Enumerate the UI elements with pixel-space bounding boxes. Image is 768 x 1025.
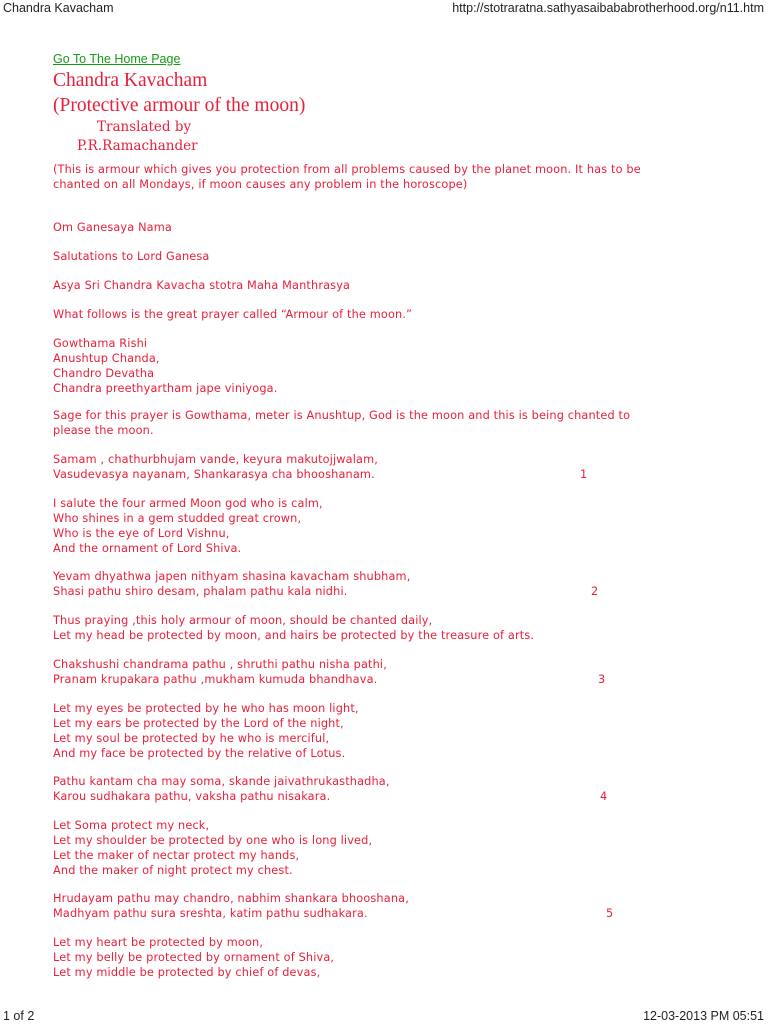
- verse-3-meaning: [53, 701, 359, 761]
- verse-number: 1: [580, 468, 588, 481]
- verse-line: Yevam dhyathwa japen nithyam shasina kavacham shubham,: [53, 570, 411, 583]
- viniyoga-meaning-line: Sage for this prayer is Gowthama, meter is Anushtup, God is the moon and this is being chanted to: [53, 409, 631, 422]
- verse-line: Shasi pathu shiro desam, phalam pathu kala nidhi.: [53, 585, 348, 598]
- meaning-line: I salute the four armed Moon god who is calm,: [53, 497, 323, 510]
- print-datetime: 12-03-2013 PM 05:51: [643, 1009, 764, 1023]
- verse-line: Karou sudhakara pathu, vaksha pathu nisakara.: [53, 790, 331, 803]
- meaning-line: Let my belly be protected by ornament of Shiva,: [53, 951, 335, 964]
- page-title: Chandra Kavacham: [53, 70, 208, 91]
- meaning-line: Let my head be protected by moon, and hairs be protected by the treasure of arts.: [53, 629, 535, 642]
- verse-line: Madhyam pathu sura sreshta, katim pathu sudhakara.: [53, 907, 368, 920]
- viniyoga-line: Gowthama Rishi: [53, 337, 148, 350]
- meaning-line: Let Soma protect my neck,: [53, 819, 210, 832]
- verse-line: Samam , chathurbhujam vande, keyura makutojjwalam,: [53, 453, 379, 466]
- verse-line: Vasudevasya nayanam, Shankarasya cha bhooshanam.: [53, 468, 375, 481]
- meaning-line: Who shines in a gem studded great crown,: [53, 512, 302, 525]
- meaning-line: Let my heart be protected by moon,: [53, 936, 264, 949]
- translator-name: P.R.Ramachander: [77, 138, 198, 154]
- verse-number: 2: [591, 585, 599, 598]
- verse-1: [53, 452, 743, 482]
- intro-paragraph: [53, 162, 641, 192]
- viniyoga-line: Anushtup Chanda,: [53, 352, 160, 365]
- viniyoga-line: Chandro Devatha: [53, 367, 155, 380]
- meaning-line: Let my soul be protected by he who is merciful,: [53, 732, 330, 745]
- verse-number: 4: [600, 790, 608, 803]
- viniyoga-meaning: [53, 408, 630, 438]
- verse-2: [53, 569, 743, 599]
- meaning-line: Thus praying ,this holy armour of moon, should be chanted daily,: [53, 614, 433, 627]
- viniyoga-line: Chandra preethyartham jape viniyoga.: [53, 382, 278, 395]
- what-follows: [53, 307, 412, 322]
- what-follows-text: What follows is the great prayer called “Armour of the moon.”: [53, 308, 413, 321]
- verse-5: [53, 891, 743, 921]
- asya-text: Asya Sri Chandra Kavacha stotra Maha Manthrasya: [53, 279, 351, 292]
- verse-line-numbered: [53, 672, 743, 687]
- meaning-line: And the maker of night protect my chest.: [53, 864, 293, 877]
- verse-line: Pathu kantam cha may soma, skande jaivathrukasthadha,: [53, 775, 390, 788]
- meaning-line: Let my ears be protected by the Lord of the night,: [53, 717, 344, 730]
- om-ganesaya: [53, 220, 172, 235]
- page-count: 1 of 2: [3, 1009, 35, 1023]
- translated-by-label: Translated by: [97, 119, 192, 135]
- document-body: [53, 48, 743, 979]
- verse-number: 3: [598, 673, 606, 686]
- asya-line: [53, 278, 350, 293]
- meaning-line: Let the maker of nectar protect my hands,: [53, 849, 300, 862]
- verse-2-meaning: [53, 613, 534, 643]
- print-header: [0, 1, 768, 17]
- verse-line-numbered: [53, 906, 743, 921]
- salutations: [53, 249, 210, 264]
- verse-line: Pranam krupakara pathu ,mukham kumuda bhandhava.: [53, 673, 378, 686]
- verse-5-meaning: [53, 935, 334, 980]
- verse-line: Chakshushi chandrama pathu , shruthi pathu nisha pathi,: [53, 658, 387, 671]
- meaning-line: Who is the eye of Lord Vishnu,: [53, 527, 230, 540]
- verse-line-numbered: [53, 789, 743, 804]
- om-line: Om Ganesaya Nama: [53, 221, 172, 234]
- salutations-line: Salutations to Lord Ganesa: [53, 250, 210, 263]
- meaning-line: And the ornament of Lord Shiva.: [53, 542, 242, 555]
- home-page-link[interactable]: Go To The Home Page: [53, 52, 181, 66]
- verse-line-numbered: [53, 584, 743, 599]
- verse-line: Hrudayam pathu may chandro, nabhim shankara bhooshana,: [53, 892, 409, 905]
- viniyoga-block: [53, 336, 277, 396]
- intro-line: chanted on all Mondays, if moon causes any problem in the horoscope): [53, 178, 468, 191]
- print-footer: [0, 1009, 768, 1025]
- print-page-url: http://stotraratna.sathyasaibababrotherhood.org/n11.htm: [452, 1, 764, 15]
- verse-4: [53, 774, 743, 804]
- verse-4-meaning: [53, 818, 372, 878]
- page-subtitle: (Protective armour of the moon): [53, 95, 306, 116]
- meaning-line: Let my eyes be protected by he who has moon light,: [53, 702, 359, 715]
- viniyoga-meaning-line: please the moon.: [53, 424, 154, 437]
- verse-line-numbered: [53, 467, 743, 482]
- meaning-line: Let my shoulder be protected by one who is long lived,: [53, 834, 373, 847]
- meaning-line: And my face be protected by the relative of Lotus.: [53, 747, 346, 760]
- verse-1-meaning: [53, 496, 323, 556]
- intro-line: (This is armour which gives you protection from all problems caused by the planet moon. It has to be: [53, 163, 641, 176]
- verse-number: 5: [606, 907, 614, 920]
- meaning-line: Let my middle be protected by chief of devas,: [53, 966, 321, 979]
- verse-3: [53, 657, 743, 687]
- print-page-title: Chandra Kavacham: [3, 1, 114, 15]
